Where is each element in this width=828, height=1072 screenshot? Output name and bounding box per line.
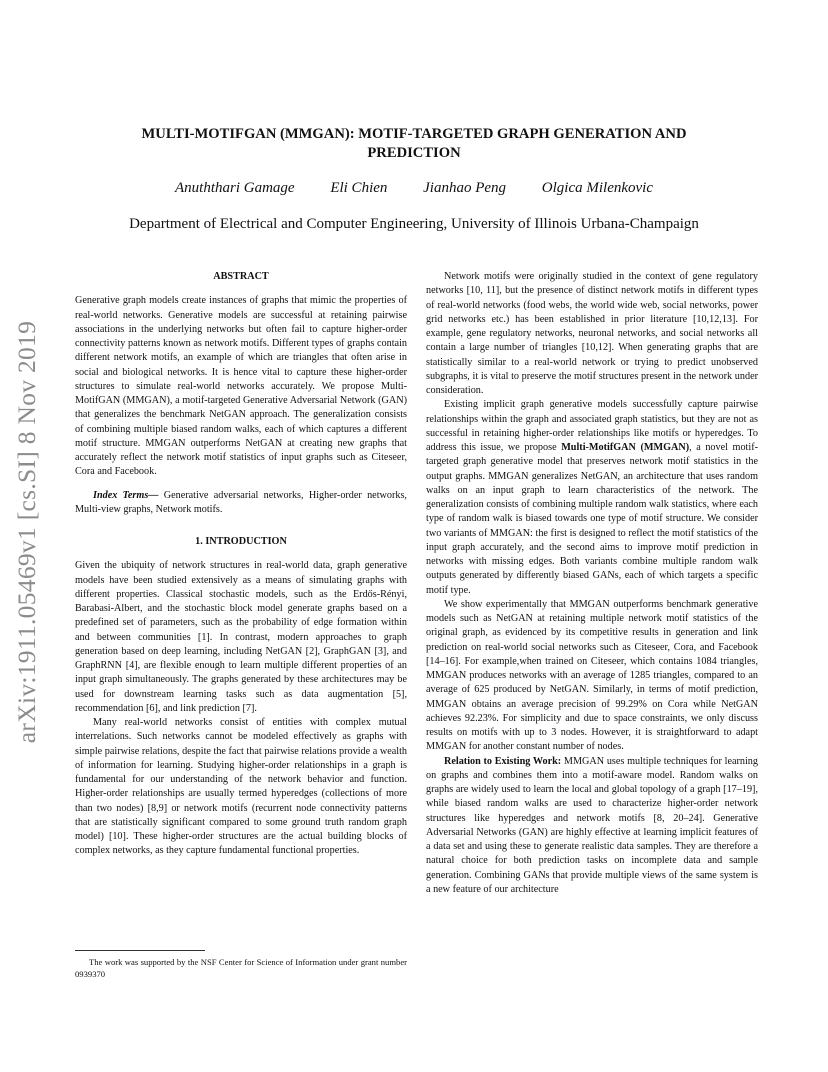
abstract-heading: ABSTRACT (213, 271, 269, 282)
paragraph-text: MMGAN uses multiple techniques for learning on graphs and combines them into a motif-aware model. Random walks on graphs are widely used to learn the local and global topology of a graph [17–19], while biased random walks are used to characterize higher-order network structures like hyperedges and network motifs [8, 20–24]. Generative Adversarial Networks (GAN) are highly effective at learning implicit features of a data set and using these to generate realistic data samples. They are therefore a natural choice for both prediction tasks on incomplete data and sample generation. Combining GANs that provide multiple views of the same system is a new feature of our architecture (426, 755, 758, 895)
paper-title (80, 125, 748, 163)
intro-paragraph: Many real-world networks consist of entities with complex mutual interrelations. Such networks cannot be modeled effectively as graphs with simple pairwise relations, despite the fact that pairwise relations provide a wealth of information for learning. Studying higher-order relationships in a graph is fundamental for our understanding of the network behavior and function. Higher-order relationships are usually termed hyperedges (collections of more than two nodes) [8,9] or network motifs (recurrent node connectivity patterns that are statistically significant compared to some ground truth random graph model) [10]. These higher-order structures are the actual building blocks of complex networks, as they capture fundamental functional properties. (75, 717, 407, 857)
title-line-1: MULTI-MOTIFGAN (MMGAN): MOTIF-TARGETED GRAPH GENERATION AND (141, 126, 687, 142)
author-name: Olgica Milenkovic (541, 180, 654, 196)
model-name-bold: Multi-MotifGAN (MMGAN) (561, 442, 690, 453)
abstract-text: Generative graph models create instances of graphs that mimic the properties of real-world networks. Generative models are successful at retaining pairwise associations in the underlying networks but often fail to capture higher-order connectivity patterns known as network motifs. Different types of graphs contain different network motifs, an example of which are triangles that often arise in social and biological networks. It is hence vital to capture these higher-order structures to simulate real-world networks accurately. We propose Multi-MotifGAN (MMGAN), a motif-targeted Generative Adversarial Network (GAN) that generalizes the benchmark NetGAN approach. The generalization consists of combining multiple biased random walks, each of which captures a different motif structure. MMGAN outperforms NetGAN at creating new graphs that accurately reflect the network motif statistics of input graphs such as Citeseer, Cora and Facebook. (75, 295, 407, 478)
title-line-2: PREDICTION (367, 145, 461, 161)
related-work-paragraph (426, 755, 758, 898)
index-terms-text: Generative adversarial networks, Higher-order networks, Multi-view graphs, Network motifs. (75, 489, 407, 515)
introduction-heading: 1. INTRODUCTION (195, 536, 287, 547)
body-paragraph: We show experimentally that MMGAN outperforms benchmark generative models such as NetGAN at retaining multiple network motif statistics of the original graph, as evidenced by its competitive results in generation and link prediction on real-world social networks such as Citeseer, Cora, and Facebook [14–16]. For example,when trained on Citeseer, which contains 1084 triangles, MMGAN produces networks with an average of 1285 triangles, compared to an average of 625 produced by NetGAN. Similarly, in terms of motif prediction, MMGAN obtains an average precision of 99.29% on Cora while NetGAN achieves 92.23%. For simplicity and due to space constraints, we only discuss results on motifs with up to 3 nodes. However, it is straightforward to adapt MMGAN for another constant number of nodes. (426, 598, 758, 753)
right-column (426, 270, 758, 897)
author-name: Eli Chien (330, 180, 388, 196)
intro-paragraph: Given the ubiquity of network structures in real-world data, graph generative models have been studied extensively as a means of simulating graphs with different properties. Classical stochastic models, such as the Erdős-Rényi, Barabasi-Albert, and the stochastic block model generate graphs based on a predefined set of parameters, such as the probability of edge formation within and between communities [1]. In contrast, modern approaches to graph generation based on deep learning, including NetGAN [2], GraphGAN [3], and GraphRNN [4], are flexible enough to learn multiple different properties of an input graph simultaneously. The graphs generated by these architectures may be used for downstream learning tasks such as data augmentation [5], recommendation [6], and link prediction [7]. (75, 560, 407, 714)
related-work-label: Relation to Existing Work: (444, 755, 562, 767)
footnote-rule (75, 950, 205, 951)
paragraph-text: Existing implicit graph generative models successfully capture pairwise relationships within the graph and associated graph statistics, but they are not as successful in retaining higher-order relationships like motifs or hyperedges. To address this issue, we propose (426, 399, 758, 453)
author-name: Anuththari Gamage (174, 180, 295, 196)
arxiv-sidebar (6, 0, 48, 1072)
affiliation: Department of Electrical and Computer Engineering, University of Illinois Urbana-Champaign (129, 216, 699, 232)
paragraph-text: , a novel motif-targeted graph generative model that preserves network motif statistics in the output graphs. MMGAN generalizes NetGAN, an architecture that uses random walks on an input graph to learn characteristics of the network. The generalization consists of combining multiple random walk statistics, where each type of random walk is biased towards one type of motif structure. We consider two variants of MMGAN: the first is designed to reflect the motif statistics of the input graph accurately, and the second aims to improve motif prediction in networks with missing edges. Both variants combine multiple random walk outputs generated by differently biased GANs, each of which targets a specific motif type. (426, 442, 758, 596)
arxiv-identifier[interactable]: arXiv:1911.05469v1 [cs.SI] 8 Nov 2019 (12, 320, 41, 744)
body-paragraph: Network motifs were originally studied in the context of gene regulatory networks [10, 11], but the presence of distinct network motifs in different types of real-world networks (food webs, the world wide web, social networks, power grid networks etc.) has been established in prior literature [10,12,13]. For example, gene regulatory networks, neuronal networks, and social networks all contain a large number of triangles [10,12]. When generating graphs that are statistically similar to a real-world network or trying to predict unobserved subgraphs, it is vital to preserve the motif structures present in the network under consideration. (426, 271, 758, 396)
left-column (75, 270, 407, 859)
index-terms-label: Index Terms— (93, 489, 159, 501)
footnote: The work was supported by the NSF Center for Science of Information under grant number 0939370 (75, 957, 407, 979)
author-list (80, 180, 748, 197)
body-paragraph (426, 398, 758, 598)
index-terms (75, 489, 407, 518)
author-name: Jianhao Peng (423, 180, 507, 196)
